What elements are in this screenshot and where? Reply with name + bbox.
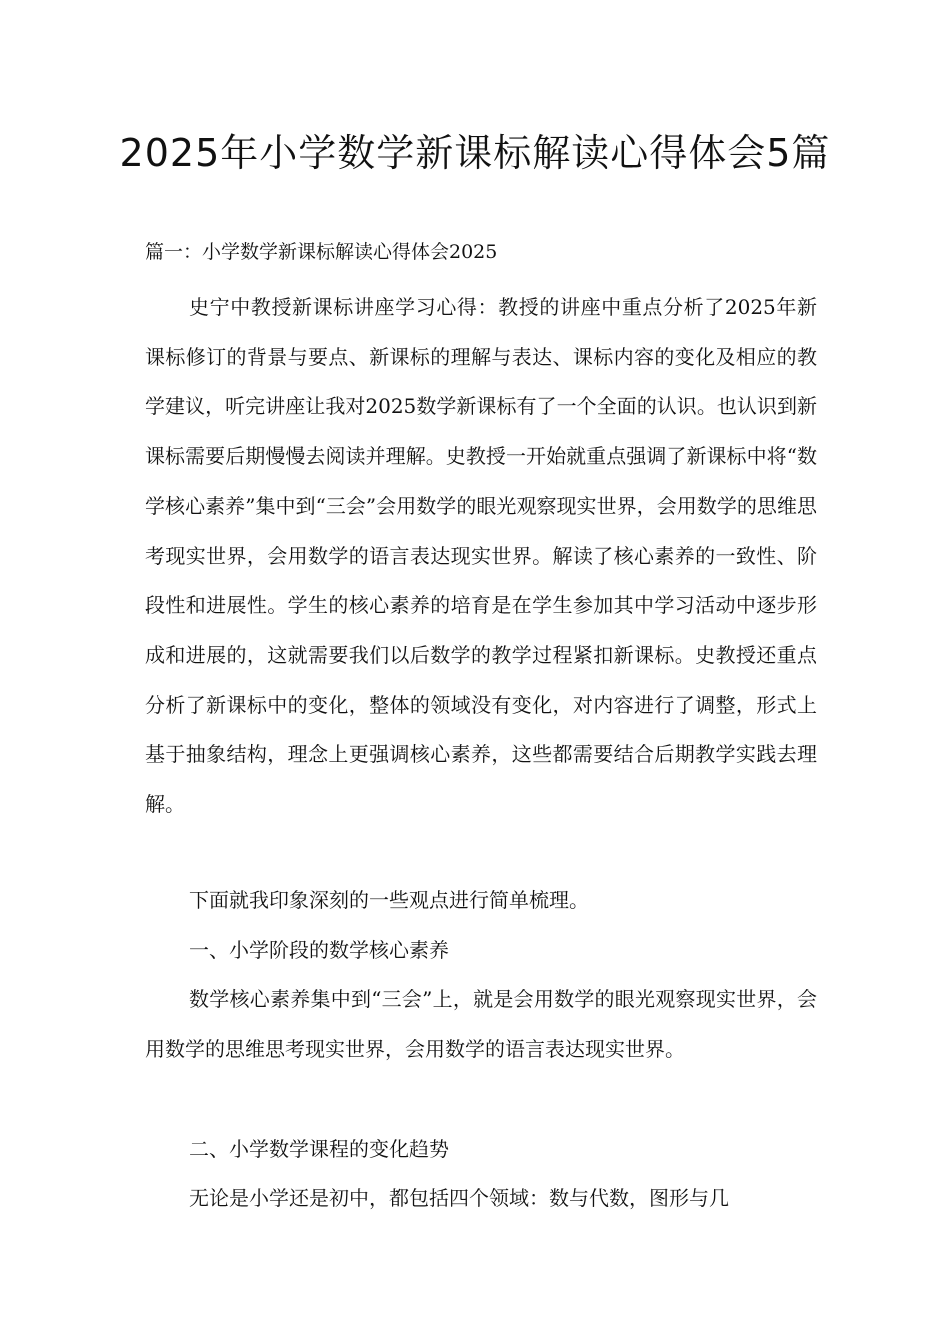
paragraph-core-literacy: 数学核心素养集中到“三会”上，就是会用数学的眼光观察现实世界，会用数学的思维思考现实世界，会用数学的语言表达现实世界。 <box>145 987 817 1061</box>
section-subtitle: 篇一：小学数学新课标解读心得体会2025 <box>145 241 498 263</box>
document-title: 2025年小学数学新课标解读心得体会5篇 <box>119 131 831 175</box>
section-heading-core-literacy: 一、小学阶段的数学核心素养 <box>189 938 449 962</box>
section-heading-curriculum-trends: 二、小学数学课程的变化趋势 <box>189 1137 449 1161</box>
paragraph-curriculum-trends: 无论是小学还是初中，都包括四个领域：数与代数，图形与几 <box>189 1186 729 1210</box>
paragraph-lecture-notes: 史宁中教授新课标讲座学习心得：教授的讲座中重点分析了2025年新课标修订的背景与要点、新课标的理解与表达、课标内容的变化及相应的教学建议，听完讲座让我对2025数学新课标有了一个全面的认识。也认识到新课标需要后期慢慢去阅读并理解。史教授一开始就重点强调了新课标中将“数学核心素养”集中到“三会”会用数学的眼光观察现实世界，会用数学的思维思考现实世界，会用数学的语言表达现实世界。解读了核心素养的一致性、阶段性和进展性。学生的核心素养的培育是在学生参加其中学习活动中逐步形成和进展的，这就需要我们以后数学的教学过程紧扣新课标。史教授还重点分析了新课标中的变化，整体的领域没有变化，对内容进行了调整，形式上基于抽象结构，理念上更强调核心素养，这些都需要结合后期教学实践去理解。 <box>145 295 817 817</box>
paragraph-intro-summary: 下面就我印象深刻的一些观点进行简单梳理。 <box>189 888 589 912</box>
